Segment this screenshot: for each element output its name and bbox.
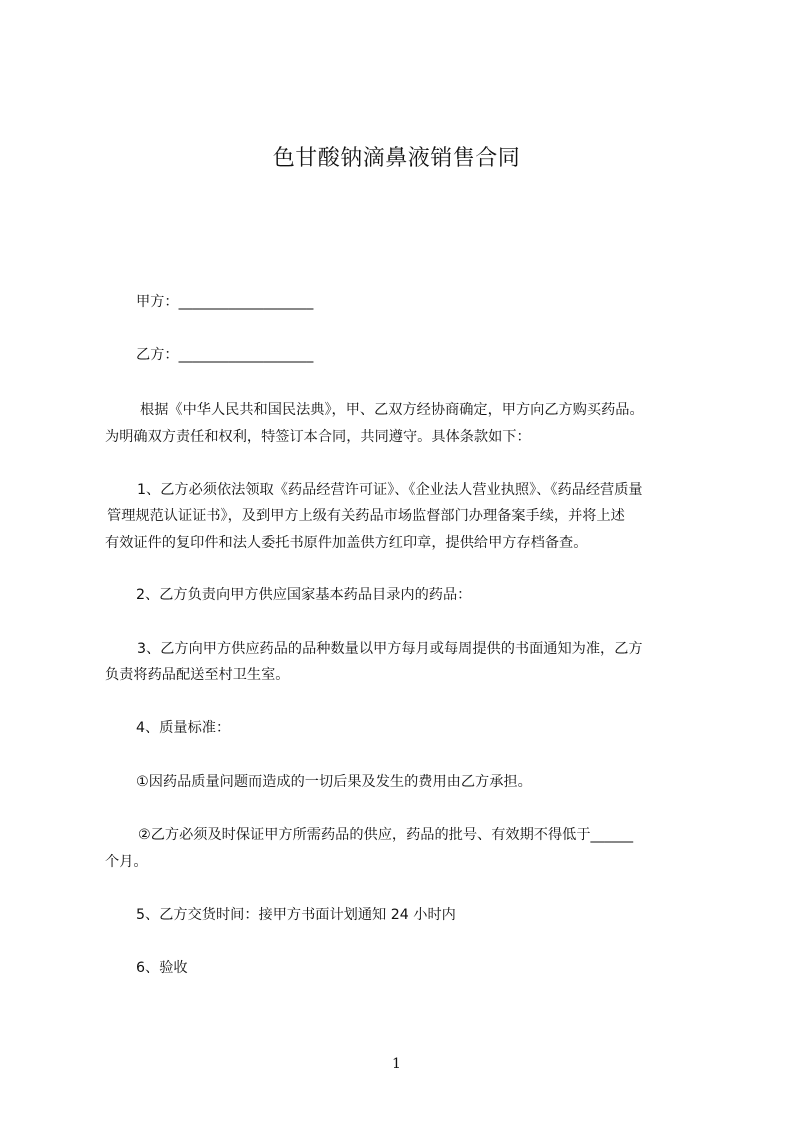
clause1-line-2: 管理规范认证证书》，及到甲方上级有关药品市场监督部门办理备案手续，并将上述 [107, 508, 625, 524]
clause4-heading: 4、质量标准： [136, 720, 231, 736]
party-b-line: 乙方：___________________ [136, 347, 314, 363]
clause3-line-2: 负责将药品配送至村卫生室。 [105, 667, 290, 683]
page-number: 1 [392, 1056, 401, 1072]
clause2-line: 2、乙方负责向甲方供应国家基本药品目录内的药品： [136, 587, 472, 603]
clause6-line: 6、验收 [136, 960, 188, 976]
clause4-item2-line-2: 个月。 [105, 854, 148, 870]
clause5-line: 5、乙方交货时间：接甲方书面计划通知 24 小时内 [136, 907, 456, 923]
clause4-item2-line-1: ②乙方必须及时保证甲方所需药品的供应，药品的批号、有效期不得低于______ [138, 827, 634, 843]
clause3-line-1: 3、乙方向甲方供应药品的品种数量以甲方每月或每周提供的书面通知为准，乙方 [137, 641, 643, 657]
party-a-line: 甲方：___________________ [136, 294, 314, 310]
clause4-item1: ①因药品质量问题而造成的一切后果及发生的费用由乙方承担。 [136, 774, 532, 790]
intro-line-2: 为明确双方责任和权利，特签订本合同，共同遵守。具体条款如下： [105, 429, 531, 445]
clause1-line-3: 有效证件的复印件和法人委托书原件加盖供方红印章，提供给甲方存档备查。 [105, 535, 588, 551]
intro-line-1: 根据《中华人民共和国民法典》，甲、乙双方经协商确定，甲方向乙方购买药品。 [140, 402, 644, 418]
document-title: 色甘酸钠滴鼻液销售合同 [272, 146, 521, 171]
clause1-line-1: 1、乙方必须依法领取《药品经营许可证》、《企业法人营业执照》、《药品经营质量 [137, 482, 643, 498]
